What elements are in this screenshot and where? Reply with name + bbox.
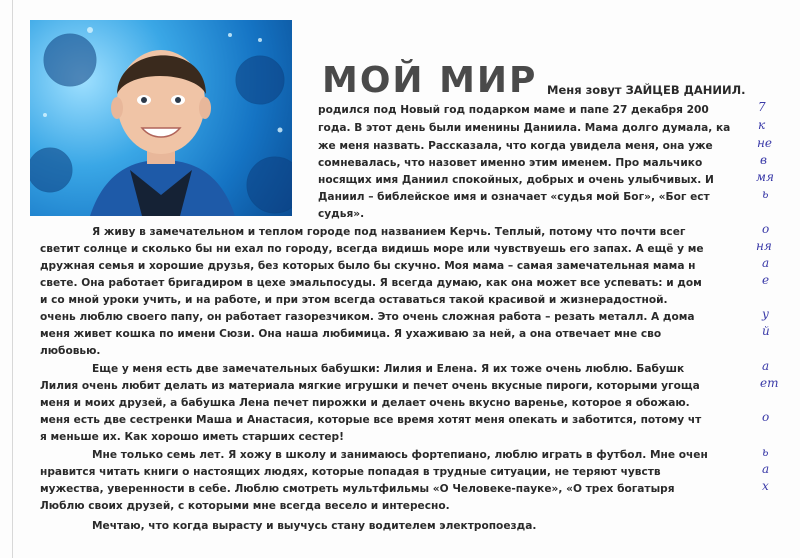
handwritten-note: в bbox=[760, 153, 767, 167]
text-line: и со мной уроки учить, и на работе, и при этом всегда оставаться такой красивой и жизнерадостной. bbox=[40, 294, 668, 306]
handwritten-note: а bbox=[762, 256, 770, 270]
intro-line: Меня зовут ЗАЙЦЕВ ДАНИИЛ. bbox=[547, 83, 746, 97]
text-line: судья». bbox=[318, 208, 365, 220]
text-line: дружная семья и хорошие друзья, без которых было бы скучно. Моя мама – самая замечательная мама н bbox=[40, 260, 696, 272]
handwritten-note: 7 bbox=[758, 100, 766, 114]
page-border bbox=[12, 0, 13, 558]
page-title: МОЙ МИР bbox=[322, 60, 538, 101]
text-line: меня и моих друзей, а бабушка Лена печет пирожки и делает очень вкусно варенье, которое я обожаю. bbox=[40, 397, 690, 409]
handwritten-note: е bbox=[762, 273, 770, 287]
handwritten-note: ет bbox=[760, 376, 779, 390]
text-line: любовью. bbox=[40, 345, 101, 357]
text-line: Мечтаю, что когда вырасту и выучусь стану водителем электропоезда. bbox=[92, 520, 537, 532]
text-line: я меньше их. Как хорошо иметь старших сестер! bbox=[40, 431, 344, 443]
text-line: Еще у меня есть две замечательных бабушки: Лилия и Елена. Я их тоже очень люблю. Бабушк bbox=[92, 363, 685, 375]
text-line: Я живу в замечательном и теплом городе под названием Керчь. Теплый, потому что почти всег bbox=[92, 226, 686, 238]
text-line: же меня назвать. Рассказала, что когда увидела меня, она уже bbox=[318, 140, 713, 152]
text-line: меня живет кошка по имени Сюзи. Она наша любимица. Я ухаживаю за ней, а она отвечает мне сво bbox=[40, 328, 662, 340]
text-line: свете. Она работает бригадиром в цехе эмальпосуды. Я всегда думаю, как она может все успевать: и дом bbox=[40, 277, 702, 289]
handwritten-note: не bbox=[757, 136, 773, 150]
text-line: очень люблю своего папу, он работает газорезчиком. Это очень сложная работа – резать металл. А дома bbox=[40, 311, 695, 323]
handwritten-note: к bbox=[758, 118, 766, 132]
text-line: родился под Новый год подарком маме и папе 27 декабря 200 bbox=[318, 104, 709, 116]
handwritten-note: ня bbox=[756, 239, 772, 253]
text-line: Люблю своих друзей, с которыми мне всегда весело и интересно. bbox=[40, 500, 450, 512]
handwritten-note: а bbox=[762, 462, 770, 476]
handwritten-note: о bbox=[762, 410, 770, 424]
text-line: Лилия очень любит делать из материала мягкие игрушки и печет очень вкусные пироги, которыми угоща bbox=[40, 380, 700, 392]
text-line: Мне только семь лет. Я хожу в школу и занимаюсь фортепиано, люблю играть в футбол. Мне очен bbox=[92, 449, 708, 461]
text-line: года. В этот день были именины Даниила. Мама долго думала, ка bbox=[318, 122, 731, 134]
text-line: сомневалась, что назовет именно этим именем. Про мальчико bbox=[318, 157, 703, 169]
handwritten-note: а bbox=[762, 359, 770, 373]
boy-photo bbox=[30, 20, 292, 216]
text-line: меня есть две сестренки Маша и Анастасия, которые все время хотят меня опекать и заботится, потому чт bbox=[40, 414, 702, 426]
handwritten-note: х bbox=[762, 479, 769, 493]
text-line: светит солнце и сколько бы ни ехал по городу, всегда видишь море или чувствуешь его запах. А ещё у ме bbox=[40, 243, 704, 255]
handwritten-note: у bbox=[762, 307, 769, 321]
text-line: носящих имя Даниил спокойных, добрых и очень улыбчивых. И bbox=[318, 174, 714, 186]
text-line: мужества, уверенности в себе. Люблю смотреть мультфильмы «О Человеке-пауке», «О трех богатыря bbox=[40, 483, 675, 495]
text-line: нравится читать книги о настоящих людях, которые попадая в трудные ситуации, не теряют чувств bbox=[40, 466, 661, 478]
handwritten-note: мя bbox=[756, 170, 774, 184]
handwritten-note: й bbox=[762, 324, 770, 338]
text-line: Даниил – библейское имя и означает «судья мой Бог», «Бог ест bbox=[318, 191, 710, 203]
handwritten-note: ь bbox=[762, 445, 769, 459]
handwritten-note: ь bbox=[762, 187, 769, 201]
handwritten-note: о bbox=[762, 222, 770, 236]
